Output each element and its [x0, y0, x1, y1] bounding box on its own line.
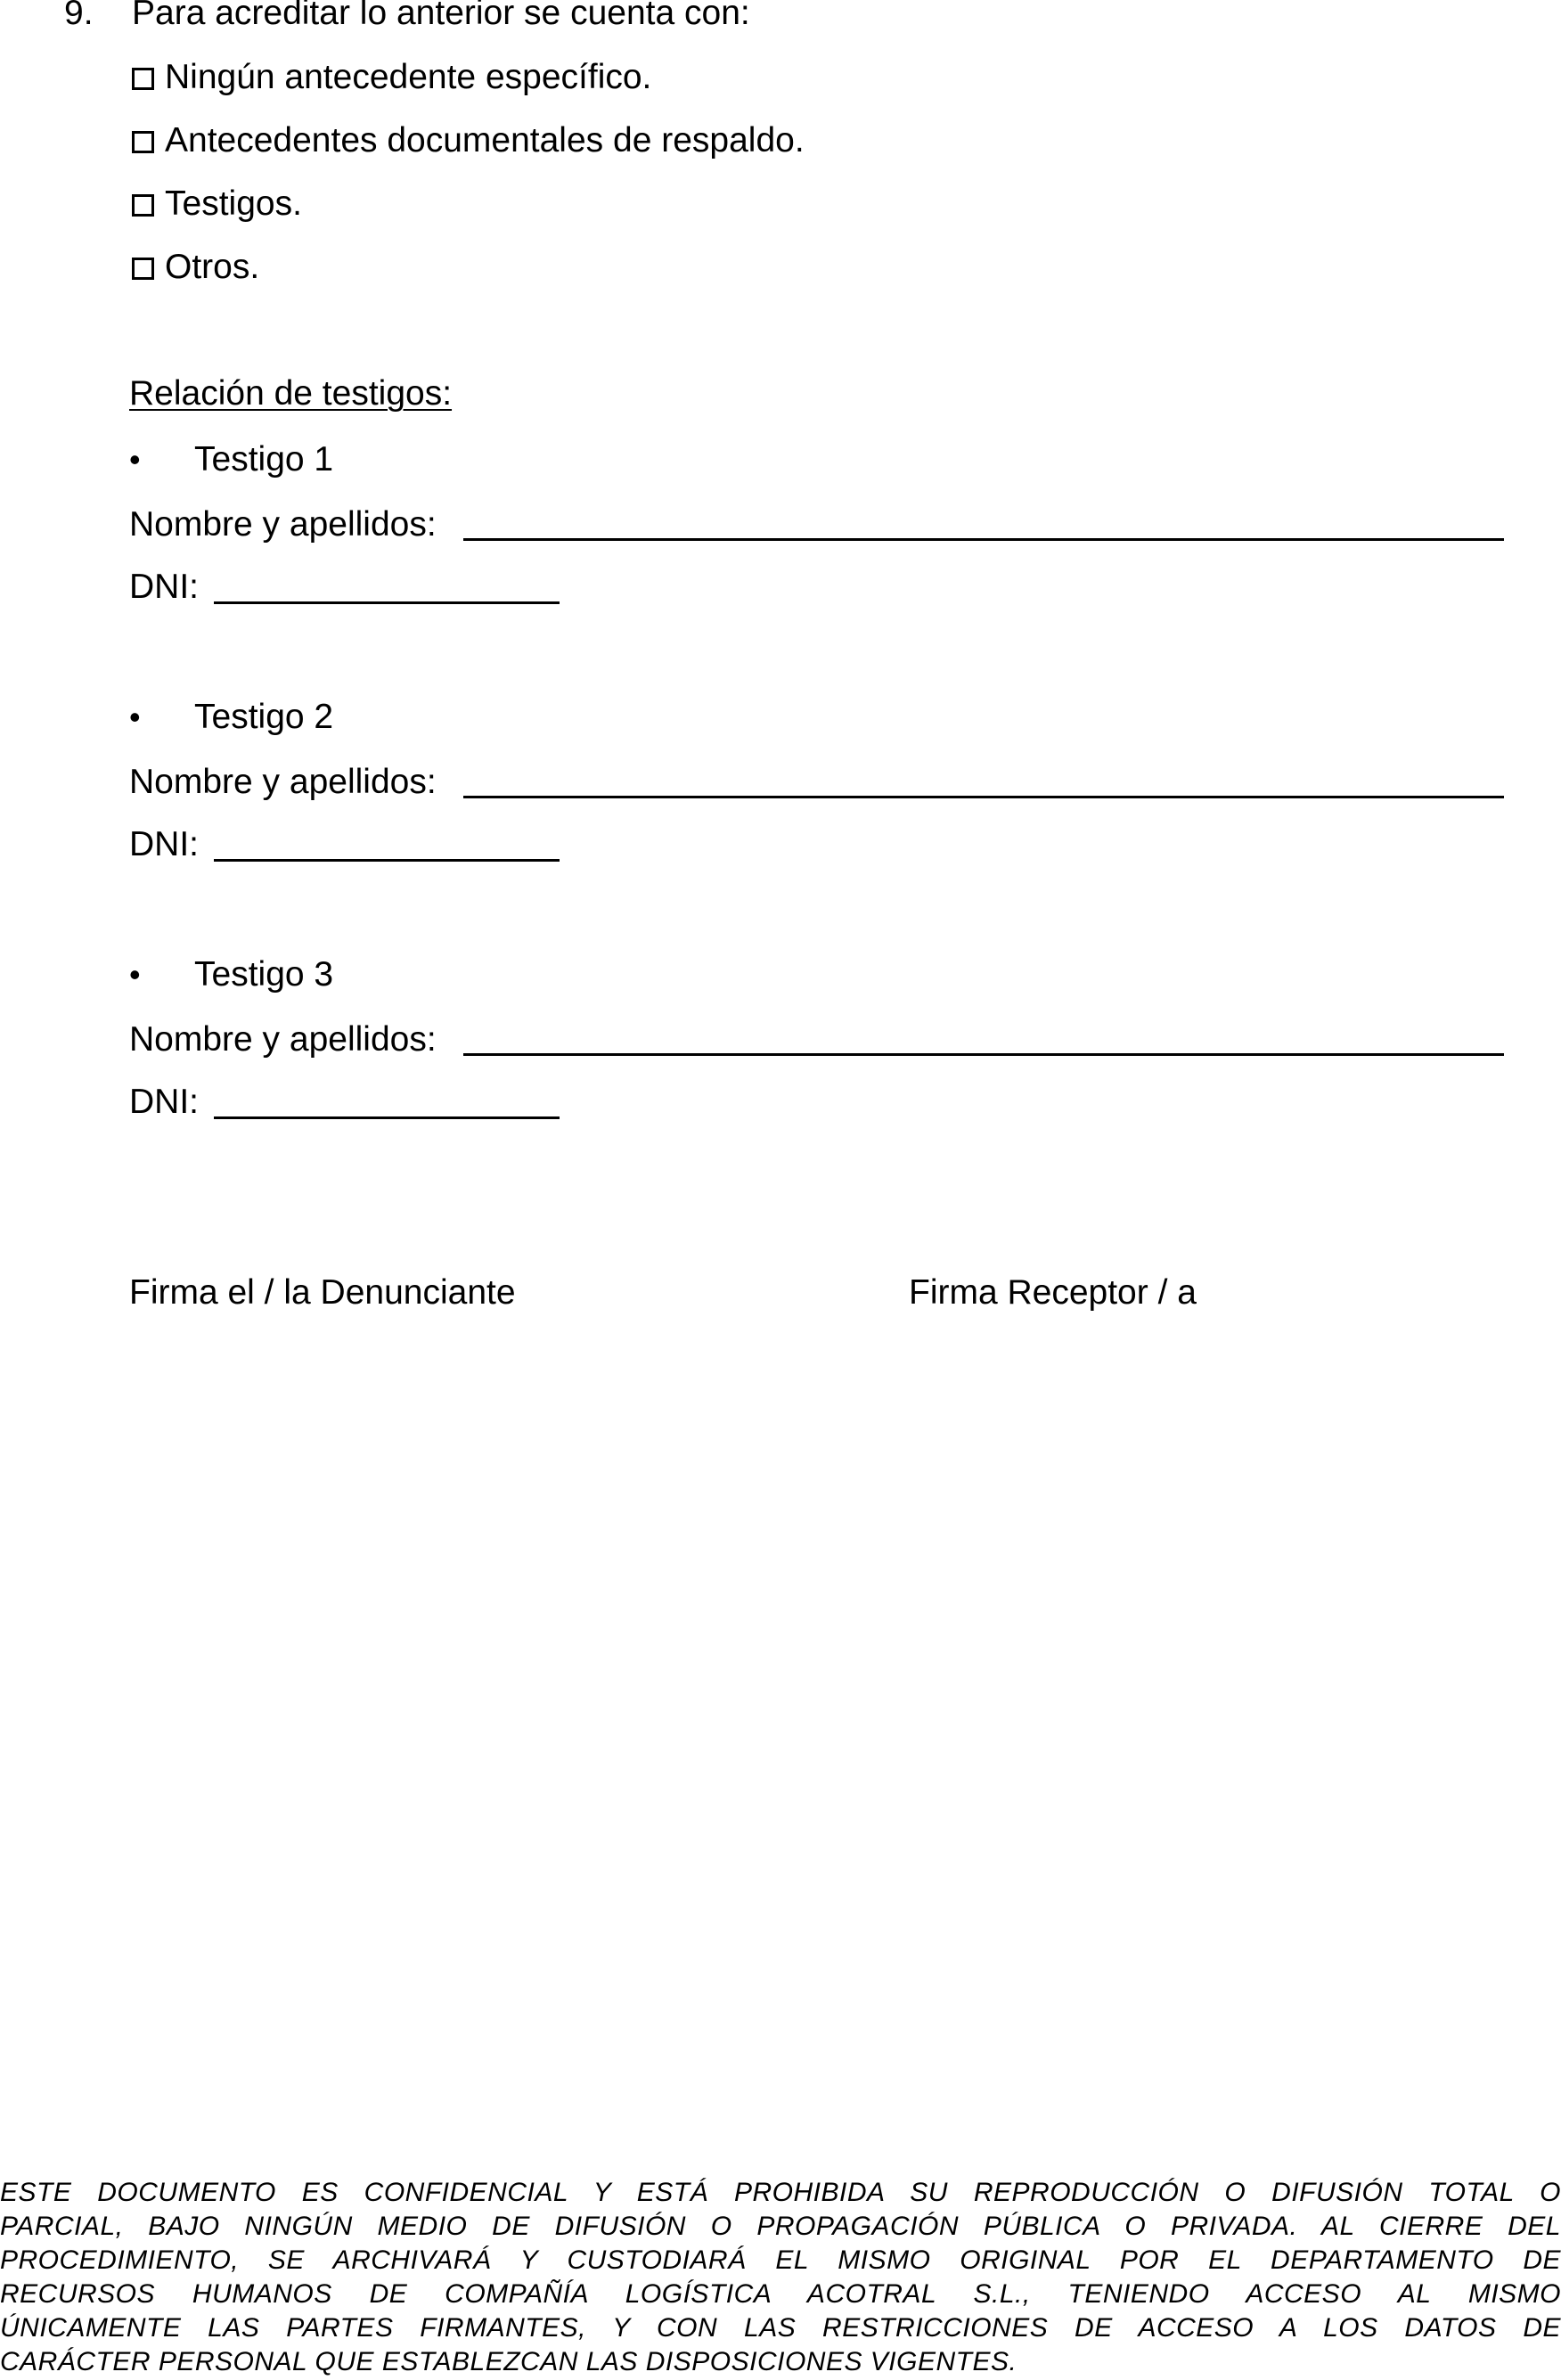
- checkbox[interactable]: [132, 68, 154, 90]
- witness-1-id-field[interactable]: [214, 601, 560, 604]
- witness-3-name-field[interactable]: [463, 1053, 1504, 1056]
- witness-1-name-field[interactable]: [463, 538, 1504, 541]
- witness-3-name-label: Nombre y apellidos:: [129, 1020, 437, 1059]
- bullet: •: [129, 956, 141, 993]
- option-label: Antecedentes documentales de respaldo.: [165, 121, 805, 159]
- witness-1-id-label: DNI:: [129, 568, 199, 606]
- confidentiality-notice: [0, 2176, 1561, 2379]
- notice-line: ESTE DOCUMENTO ES CONFIDENCIAL Y ESTÁ PROHIBIDA SU REPRODUCCIÓN O DIFUSIÓN TOTAL O: [0, 2178, 1561, 2207]
- option-others[interactable]: [132, 247, 259, 288]
- notice-line: ÚNICAMENTE LAS PARTES FIRMANTES, Y CON LAS RESTRICCIONES DE ACCESO A LOS DATOS DE: [0, 2313, 1561, 2343]
- witness-1-title: Testigo 1: [194, 440, 334, 478]
- checkbox[interactable]: [132, 131, 154, 153]
- witness-1-name-label: Nombre y apellidos:: [129, 505, 437, 544]
- option-label: Testigos.: [165, 184, 302, 223]
- witness-3-id-label: DNI:: [129, 1083, 199, 1121]
- witness-2-id-field[interactable]: [214, 859, 560, 862]
- witness-3-title: Testigo 3: [194, 955, 334, 994]
- signature-complainant: Firma el / la Denunciante: [129, 1273, 516, 1312]
- checkbox[interactable]: [132, 258, 154, 280]
- witness-2-title: Testigo 2: [194, 698, 334, 736]
- checkbox[interactable]: [132, 194, 154, 217]
- option-documents[interactable]: [132, 120, 805, 161]
- option-label: Otros.: [165, 248, 260, 286]
- option-no-evidence[interactable]: [132, 57, 651, 98]
- notice-line: PARCIAL, BAJO NINGÚN MEDIO DE DIFUSIÓN O PROPAGACIÓN PÚBLICA O PRIVADA. AL CIERRE DEL: [0, 2212, 1561, 2241]
- signature-receiver: Firma Receptor / a: [909, 1273, 1197, 1312]
- notice-line: PROCEDIMIENTO, SE ARCHIVARÁ Y CUSTODIARÁ EL MISMO ORIGINAL POR EL DEPARTAMENTO DE: [0, 2245, 1561, 2275]
- witness-2-name-field[interactable]: [463, 796, 1504, 798]
- witnesses-heading: Relación de testigos:: [129, 374, 453, 413]
- option-label: Ningún antecedente específico.: [165, 58, 652, 96]
- bullet: •: [129, 441, 141, 478]
- question-text: Para acreditar lo anterior se cuenta con:: [132, 0, 750, 32]
- notice-line: CARÁCTER PERSONAL QUE ESTABLEZCAN LAS DISPOSICIONES VIGENTES.: [0, 2347, 1018, 2376]
- option-witnesses[interactable]: [132, 184, 302, 225]
- question-number: 9.: [64, 0, 94, 32]
- witness-3-id-field[interactable]: [214, 1116, 560, 1119]
- notice-line: RECURSOS HUMANOS DE COMPAÑÍA LOGÍSTICA ACOTRAL S.L., TENIENDO ACCESO AL MISMO: [0, 2279, 1561, 2309]
- witness-2-id-label: DNI:: [129, 825, 199, 863]
- bullet: •: [129, 699, 141, 735]
- witness-2-name-label: Nombre y apellidos:: [129, 763, 437, 801]
